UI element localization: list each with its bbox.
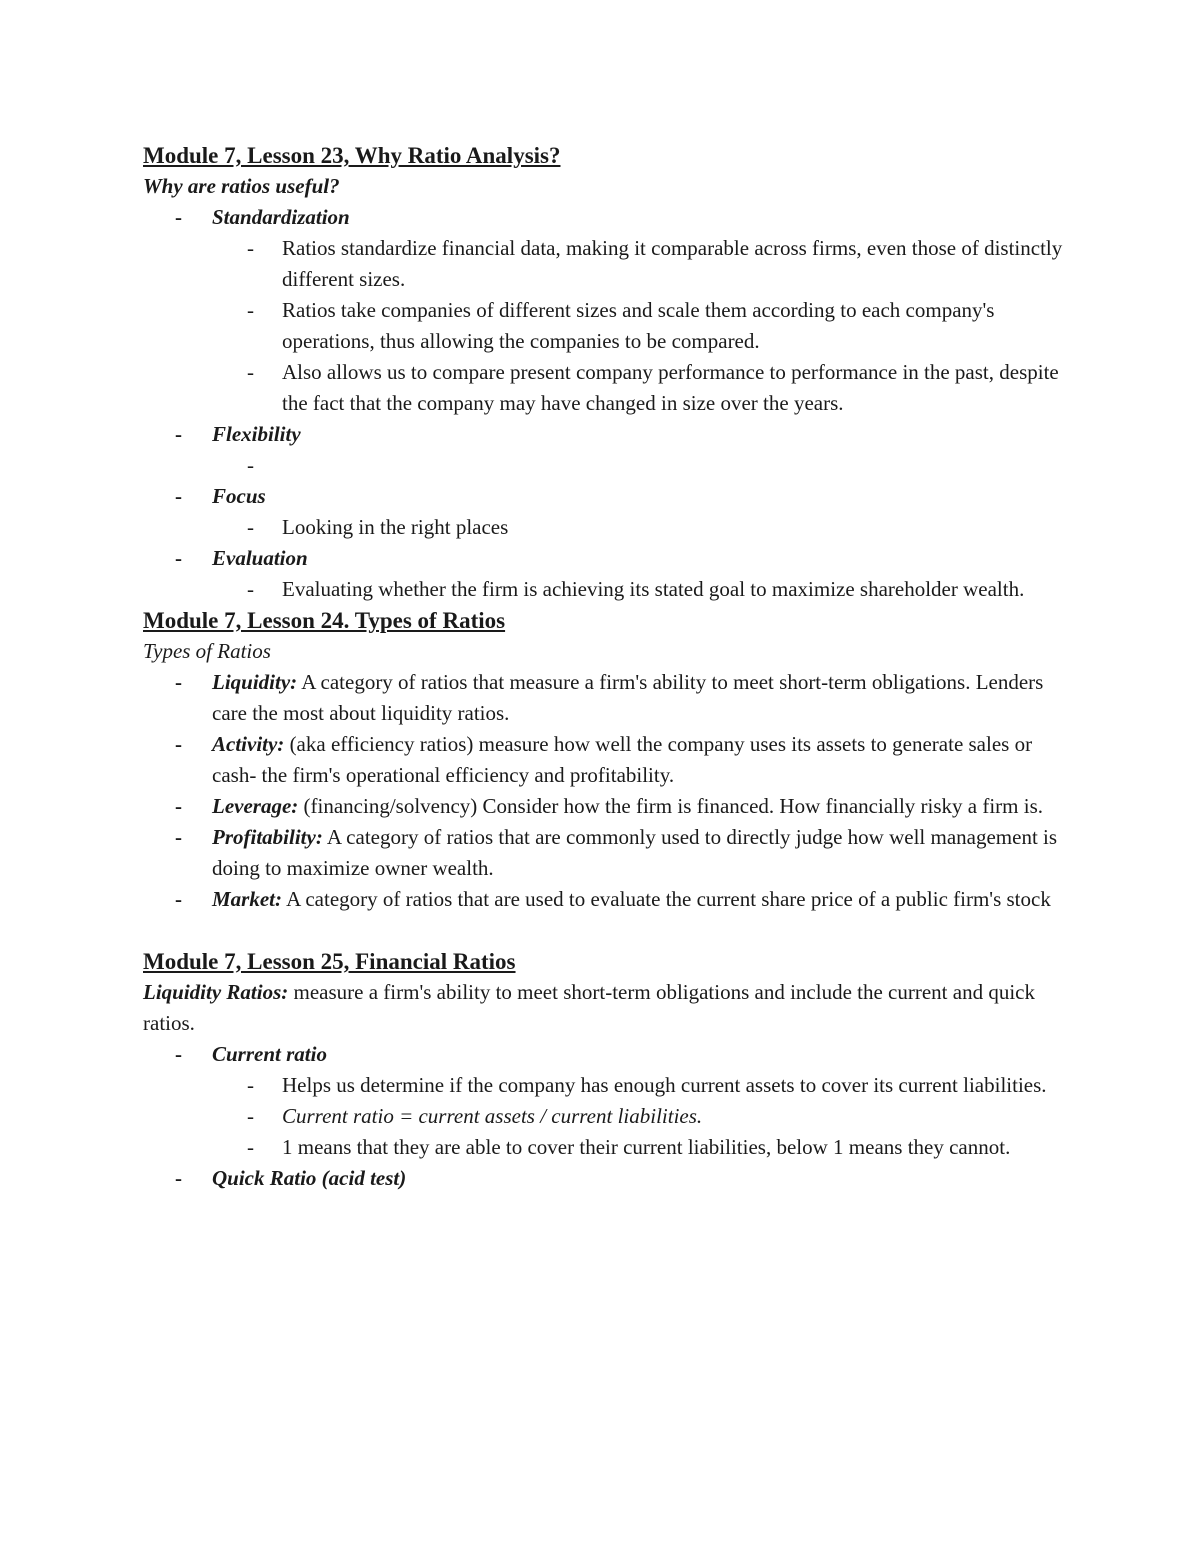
term-flexibility: Flexibility — [212, 422, 301, 446]
dash-marker: - — [247, 577, 254, 601]
bullet-evaluation — [143, 543, 1063, 574]
sub-bullet-current-ratio-3 — [143, 1132, 1063, 1163]
bullet-activity — [143, 729, 1063, 791]
bullet-flexibility — [143, 419, 1063, 450]
sub-bullet-text: Evaluating whether the firm is achieving its stated goal to maximize shareholder wealth. — [282, 577, 1025, 601]
bullet-quick-ratio — [143, 1163, 1063, 1194]
definition-text: (aka efficiency ratios) measure how well the company uses its assets to generate sales or cash- the firm's operational efficiency and profitability. — [212, 732, 1033, 787]
dash-marker: - — [175, 794, 182, 818]
dash-marker: - — [175, 546, 182, 570]
bullet-leverage — [143, 791, 1063, 822]
lesson-23-heading: Module 7, Lesson 23, Why Ratio Analysis? — [143, 143, 561, 168]
sub-bullet-current-ratio-formula — [143, 1101, 1063, 1132]
sub-bullet-current-ratio-1 — [143, 1070, 1063, 1101]
dash-marker: - — [175, 422, 182, 446]
definition-text: A category of ratios that are used to evaluate the current share price of a public firm's stock — [282, 887, 1051, 911]
types-of-ratios-subheading: Types of Ratios — [143, 639, 271, 663]
term-current-ratio: Current ratio — [212, 1042, 327, 1066]
dash-marker: - — [175, 887, 182, 911]
term-market: Market: — [212, 887, 282, 911]
intro-text: measure a firm's ability to meet short-term obligations and include the current and quick ratios. — [143, 980, 1035, 1035]
bullet-current-ratio — [143, 1039, 1063, 1070]
sub-bullet-standardization-2 — [143, 295, 1063, 357]
document-page — [143, 140, 1063, 1194]
dash-marker: - — [247, 360, 254, 384]
definition-text: A category of ratios that are commonly used to directly judge how well management is doing to maximize owner wealth. — [212, 825, 1058, 880]
formula-text: Current ratio = current assets / current liabilities. — [282, 1104, 703, 1128]
term-liquidity-ratios: Liquidity Ratios: — [143, 980, 289, 1004]
dash-marker: - — [175, 1042, 182, 1066]
dash-marker: - — [175, 825, 182, 849]
term-standardization: Standardization — [212, 205, 350, 229]
term-focus: Focus — [212, 484, 266, 508]
term-activity: Activity: — [212, 732, 285, 756]
dash-marker: - — [175, 670, 182, 694]
term-liquidity: Liquidity: — [212, 670, 298, 694]
sub-bullet-flexibility-empty — [143, 450, 1063, 481]
sub-bullet-text: Looking in the right places — [282, 515, 509, 539]
dash-marker: - — [175, 205, 182, 229]
sub-bullet-text: Also allows us to compare present company performance to performance in the past, despite the fact that the company may have changed in size over the years. — [282, 360, 1059, 415]
term-quick-ratio: Quick Ratio (acid test) — [212, 1166, 407, 1190]
dash-marker: - — [247, 515, 254, 539]
lesson-25-heading: Module 7, Lesson 25, Financial Ratios — [143, 949, 516, 974]
sub-bullet-text: Ratios take companies of different sizes and scale them according to each company's operations, thus allowing the companies to be compared. — [282, 298, 995, 353]
why-ratios-useful-question: Why are ratios useful? — [143, 174, 340, 198]
bullet-profitability — [143, 822, 1063, 884]
dash-marker: - — [247, 1104, 254, 1128]
sub-bullet-evaluation — [143, 574, 1063, 605]
lesson-24-heading: Module 7, Lesson 24. Types of Ratios — [143, 608, 506, 633]
blank-line — [143, 915, 1063, 946]
definition-text: A category of ratios that measure a firm's ability to meet short-term obligations. Lenders care the most about liquidity ratios. — [212, 670, 1044, 725]
sub-bullet-standardization-1 — [143, 233, 1063, 295]
sub-bullet-focus — [143, 512, 1063, 543]
sub-bullet-text: 1 means that they are able to cover their current liabilities, below 1 means they cannot. — [282, 1135, 1011, 1159]
bullet-market — [143, 884, 1063, 915]
dash-marker: - — [175, 484, 182, 508]
term-evaluation: Evaluation — [212, 546, 308, 570]
definition-text: (financing/solvency) Consider how the firm is financed. How financially risky a firm is. — [298, 794, 1044, 818]
dash-marker: - — [175, 1166, 182, 1190]
liquidity-ratios-intro — [143, 977, 1063, 1039]
dash-marker: - — [247, 236, 254, 260]
dash-marker: - — [175, 732, 182, 756]
dash-marker: - — [247, 453, 254, 477]
dash-marker: - — [247, 1073, 254, 1097]
sub-bullet-text: Ratios standardize financial data, making it comparable across firms, even those of distinctly different sizes. — [282, 236, 1063, 291]
bullet-liquidity — [143, 667, 1063, 729]
term-profitability: Profitability: — [212, 825, 323, 849]
dash-marker: - — [247, 1135, 254, 1159]
term-leverage: Leverage: — [212, 794, 299, 818]
bullet-focus — [143, 481, 1063, 512]
bullet-standardization — [143, 202, 1063, 233]
sub-bullet-standardization-3 — [143, 357, 1063, 419]
sub-bullet-text: Helps us determine if the company has enough current assets to cover its current liabilities. — [282, 1073, 1047, 1097]
dash-marker: - — [247, 298, 254, 322]
